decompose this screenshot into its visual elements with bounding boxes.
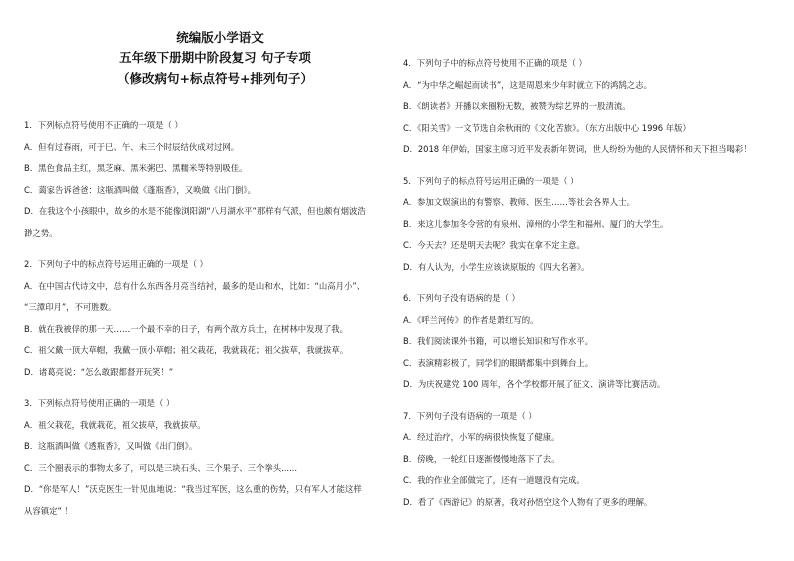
option-d: D．为庆祝建党 100 周年，各个学校都开展了征文、演讲等比赛活动。: [403, 379, 666, 389]
option-d: D．有人认为，小学生应该读原版的《四大名著》。: [403, 261, 590, 272]
option-a: A．“为中华之崛起而读书”，这是周恩来少年时就立下的鸿鹄之志。: [403, 79, 652, 90]
question-7: [403, 406, 773, 514]
option-a: A．祖父栽花，我就栽花，祖父拔草，我就拔草。: [24, 419, 206, 430]
option-c: C．表演精彩极了，同学们的眼睛都集中到舞台上。: [403, 357, 594, 368]
option-d-continued: 渺之势。: [24, 227, 58, 238]
option-c: C．我的作业全部做完了，还有一道题没有完成。: [403, 475, 585, 485]
option-a: A．但有过春雨，可于巳、午、未三个时辰结伙成对过网。: [24, 141, 240, 152]
question-stem: 1．下列标点符号使用不正确的一项是（ ）: [24, 120, 183, 130]
question-4: [403, 53, 773, 161]
option-d: D．诸葛亮说：“怎么敢跟都督开玩笑！”: [24, 366, 174, 377]
question-2: [24, 254, 394, 383]
header-title: 统编版小学语文: [176, 30, 264, 45]
option-c: C．《阳关雪》一文节选自余秋雨的《文化苦旅》。（东方出版中心 1996 年版）: [403, 122, 691, 133]
question-3: [24, 393, 394, 522]
question-stem: 7．下列句子没有语病的一项是（ ）: [403, 410, 537, 421]
question-1: [24, 115, 394, 244]
option-a: A．经过治疗，小军的病很快恢复了健康。: [403, 432, 560, 442]
option-b: B．傍晚，一轮红日逐渐慢慢地落下了去。: [403, 453, 560, 464]
option-c: C．蔼家告诉爸爸：这瓶酒叫做《蓬瓶香》，又唤做《出门倒》。: [24, 184, 256, 195]
option-d: D．看了《西游记》的原著，我对孙悟空这个人物有了更多的理解。: [403, 496, 653, 507]
question-stem: 2．下列句子中的标点符号运用正确的一项是（ ）: [24, 259, 208, 269]
question-6: [403, 288, 773, 396]
option-a-continued: “三潭印月”，不可胜数。: [24, 302, 117, 312]
option-c: C．今天去？还是明天去呢？我实在拿不定主意。: [403, 240, 585, 250]
option-d: D．在我这个小孩眼中，故乡的水是不能像浏阳湖“八月湖水平”那样有气派，但也颇有烟波浩: [24, 206, 366, 216]
option-c: C．三个圈表示的事物太多了，可以是三块石头、三个果子、三个拳头......: [24, 462, 298, 473]
option-a: A．在中国古代诗文中，总有什么东西各月亮当结衬，最多的是山和水，比如：“山高月小”、: [24, 280, 366, 291]
question-stem: 4．下列句子中的标点符号使用不正确的项是（ ）: [403, 58, 587, 68]
option-a: A．参加文娱演出的有警察、教师、医生……等社会各界人士。: [403, 197, 635, 207]
option-b: B．来这儿参加冬令营的有泉州、漳州的小学生和福州、厦门的大学生。: [403, 218, 669, 229]
left-column: [24, 115, 394, 522]
option-b: B．我们阅读课外书籍，可以增长知识和写作水平。: [403, 336, 593, 346]
option-d-continued: 从容镇定” ！: [24, 505, 73, 516]
question-stem: 6．下列句子没有语病的是（ ）: [403, 293, 520, 303]
header-topic: （修改病句+标点符号+排列句子）: [117, 71, 313, 86]
question-5: [403, 171, 773, 279]
right-column: [403, 53, 773, 513]
option-b: B．就在我被俘的那一天……一个最不幸的日子，有两个敌方兵士，在树林中发现了我。: [24, 323, 348, 334]
option-a: A．《呼兰河传》的作者是萧红写的。: [403, 314, 539, 325]
header-subtitle: 五年级下册期中阶段复习 句子专项: [119, 50, 311, 65]
option-d: D．2018 年伊始，国家主席习近平发表新年贺词，世人纷纷为他的人民情怀和天下担当喝彩！: [403, 144, 752, 154]
question-stem: 5．下列句子的标点符号运用正确的一项是（ ）: [403, 175, 579, 186]
question-stem: 3．下列标点符号使用正确的一项是（ ）: [24, 398, 175, 408]
option-b: B．黑色食品主红，黑芝麻、黑米粥巴、黑糯米等特别吸佳。: [24, 163, 248, 173]
option-d: D．“你是军人！”沃克医生一针见血地说：“我当过军医，这么重的伤势，只有军人才能这样: [24, 484, 362, 494]
worksheet-header: [20, 28, 410, 90]
option-c: C．祖父戴一顶大草帽，我戴一顶小草帽；祖父栽花，我就栽花；祖父拔草，我就拔草。: [24, 345, 349, 355]
option-b: B．《朗读者》开播以来圈粉无数，被赞为综艺界的一股清流。: [403, 101, 631, 111]
option-b: B．这瓶酒叫做《透瓶香》，又叫做《出门倒》。: [24, 441, 198, 451]
